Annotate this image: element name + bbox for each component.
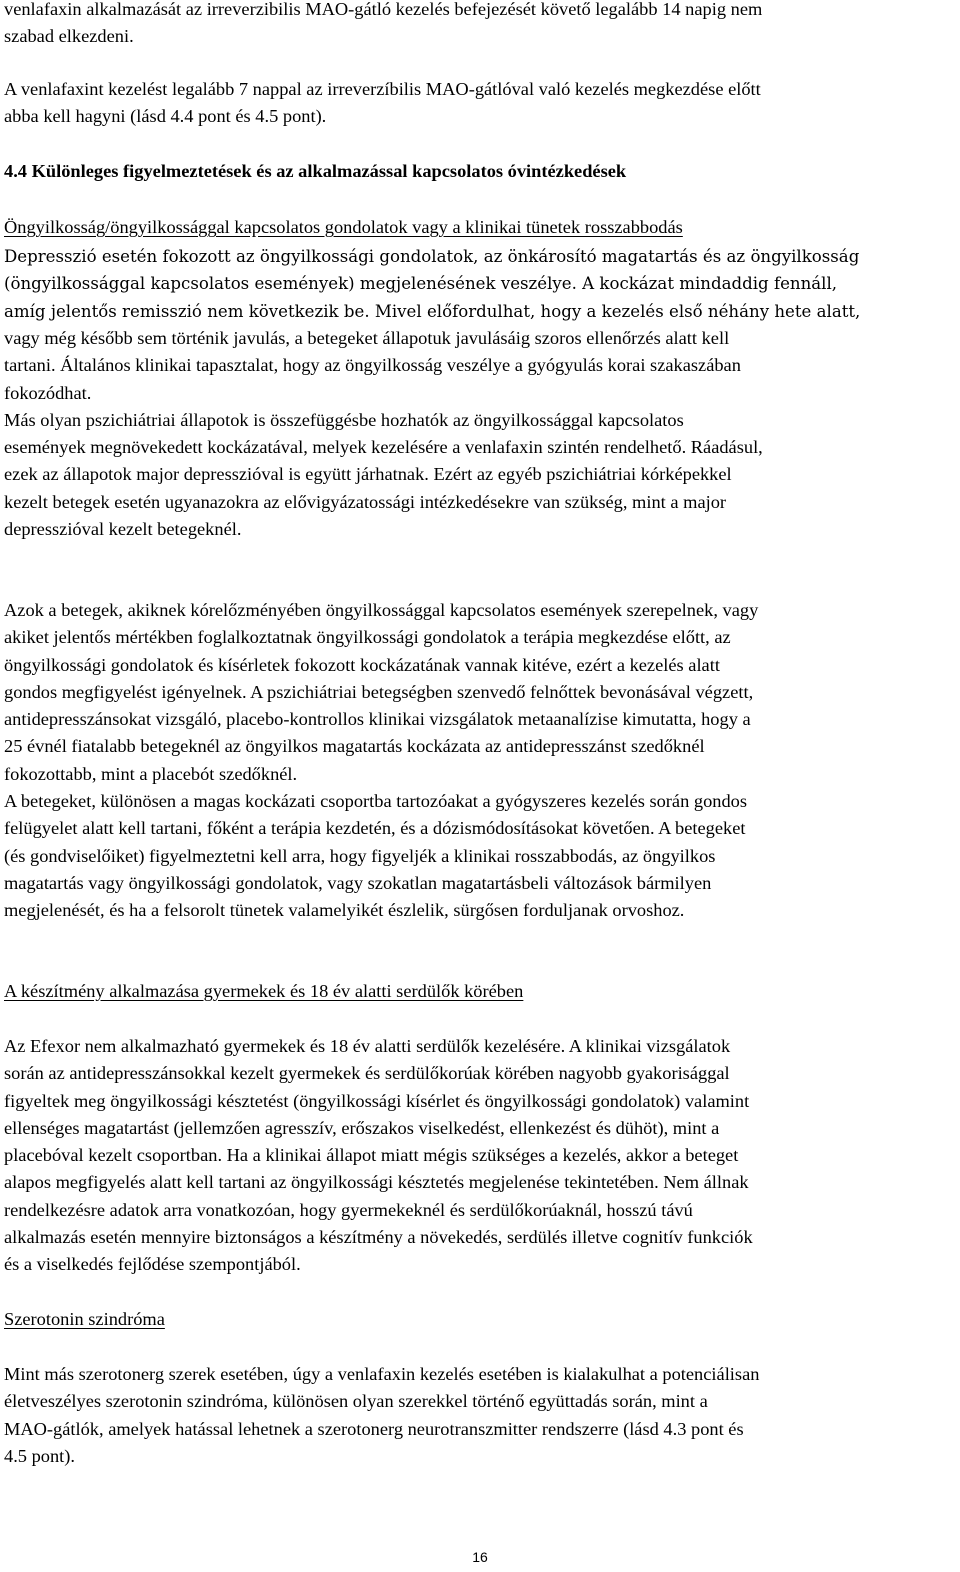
text-line: Más olyan pszichiátriai állapotok is összefüggésbe hozhatók az öngyilkossággal kapcsolatos [4, 409, 684, 430]
text-line: alapos megfigyelés alatt kell tartani az öngyilkossági késztetés megjelenése tekintetében. Nem állnak [4, 1172, 749, 1193]
paragraph-mao-continuation [4, 0, 956, 51]
text-line: magatartás vagy öngyilkossági gondolatok, vagy szokatlan magatartásbeli változások bármilyen [4, 872, 712, 893]
text-line: MAO-gátlók, amelyek hatással lehetnek a szerotonerg neurotranszmitter rendszerre (lásd 4.3 pont és [4, 1418, 744, 1439]
paragraph-depression [4, 243, 956, 325]
subheading-text: Szerotonin szindróma [4, 1309, 165, 1329]
text-line: megjelenését, és ha a felsorolt tünetek valamelyikét észlelik, sürgősen forduljanak orvoshoz. [4, 900, 685, 921]
text-line: Az Efexor nem alkalmazható gyermekek és 18 év alatti serdülők kezelésére. A klinikai vizsgálatok [4, 1036, 731, 1056]
text-line: venlafaxin alkalmazását az irreverzibilis MAO-gátló kezelés befejezését követő legalább 14 napig nem [4, 0, 763, 19]
text-line: események megnövekedett kockázatával, melyek kezelésére a venlafaxin szintén rendelhető. Ráadásul, [4, 437, 763, 458]
text-line: 25 évnél fiatalabb betegeknél az öngyilkos magatartás kockázata az antidepresszánst szedőknél [4, 736, 705, 757]
section-heading-4-4 [4, 158, 956, 185]
text-line: alkalmazás esetén mennyire biztonságos a készítmény a növekedés, serdülés illetve cognitív funkciók [4, 1227, 753, 1248]
text-line: és a viselkedés fejlődése szempontjából. [4, 1254, 301, 1275]
paragraph-serotonin [4, 1361, 956, 1470]
paragraph-mao-washout [4, 76, 956, 131]
text-line: fokozottabb, mint a placebót szedőknél. [4, 763, 298, 784]
section-heading-text: 4.4 Különleges figyelmeztetések és az alkalmazással kapcsolatos óvintézkedések [4, 161, 627, 181]
text-line: vagy még később sem történik javulás, a betegeket állapotuk javulásáig szoros ellenőrzés alatt kell [4, 328, 730, 348]
subheading-text: Öngyilkosság/öngyilkossággal kapcsolatos gondolatok vagy a klinikai tünetek rosszabbodás [4, 217, 683, 237]
text-line: figyeltek meg öngyilkossági késztetést (öngyilkossági kísérlet és öngyilkossági gondolatok) valamint [4, 1090, 750, 1111]
text-line: öngyilkossági gondolatok és kísérletek fokozott kockázatának vannak kitéve, ezért a kezelés alatt [4, 654, 720, 675]
paragraph-depression-cont [4, 325, 956, 543]
text-line: tartani. Általános klinikai tapasztalat, hogy az öngyilkosság veszélye a gyógyulás korai szakaszában [4, 355, 741, 376]
text-line: Azok a betegek, akiknek kórelőzményében öngyilkossággal kapcsolatos események szerepelnek, vagy [4, 600, 759, 620]
subheading-serotonin [4, 1306, 956, 1333]
text-line: placebóval kezelt csoportban. Ha a klinikai állapot miatt mégis szükséges a kezelés, akkor a beteget [4, 1145, 739, 1166]
subheading-text: A készítmény alkalmazása gyermekek és 18 év alatti serdülők körében [4, 981, 524, 1001]
text-line: felügyelet alatt kell tartani, főként a terápia kezdetén, és a dózismódosításokat követően. A betegeket [4, 818, 746, 839]
text-line: során az antidepresszánsokkal kezelt gyermekek és serdülőkorúak körében nagyobb gyakorisággal [4, 1063, 730, 1084]
paragraph-children [4, 1033, 956, 1279]
text-line: életveszélyes szerotonin szindróma, különösen olyan szerekkel történő együttadás során, mint a [4, 1391, 708, 1412]
text-line: abba kell hagyni (lásd 4.4 pont és 4.5 pont). [4, 106, 327, 127]
text-line: A venlafaxint kezelést legalább 7 nappal az irreverzíbilis MAO-gátlóval való kezelés megkezdése előtt [4, 79, 761, 99]
text-line: ezek az állapotok major depresszióval is együtt járhatnak. Ezért az egyéb pszichiátriai kórképekkel [4, 464, 732, 485]
text-line: 4.5 pont). [4, 1445, 76, 1466]
text-line: A betegeket, különösen a magas kockázati csoportba tartozóakat a gyógyszeres kezelés során gondos [4, 791, 748, 812]
text-line: antidepresszánsokat vizsgáló, placebo-kontrollos klinikai vizsgálatok metaanalízise kimutatta, hogy a [4, 709, 751, 730]
text-line: Depresszió esetén fokozott az öngyilkossági gondolatok, az önkárosító magatartás és az öngyilkosság [4, 247, 860, 266]
text-line: rendelkezésre adatok arra vonatkozóan, hogy gyermekeknél és serdülőkorúaknál, hosszú távú [4, 1199, 693, 1220]
text-line: akiket jelentős mértékben foglalkoztatnak öngyilkossági gondolatok a terápia megkezdése előtt, az [4, 627, 731, 648]
text-line: ellenséges magatartást (jellemzően agresszív, erőszakos viselkedést, ellenkezést és dühöt), mint a [4, 1117, 720, 1138]
paragraph-history [4, 597, 956, 925]
page-number: 16 [472, 1549, 488, 1565]
text-line: depresszióval kezelt betegeknél. [4, 519, 242, 540]
text-line: amíg jelentős remisszió nem következik be. Mivel előfordulhat, hogy a kezelés első néhány hete alatt, [4, 301, 861, 321]
text-line: (öngyilkossággal kapcsolatos események) megjelenésének veszélye. A kockázat mindaddig fennáll, [4, 274, 838, 294]
subheading-suicide [4, 214, 956, 241]
text-line: gondos megfigyelést igényelnek. A pszichiátriai betegségben szenvedő felnőttek bevonásával végzett, [4, 681, 754, 702]
text-line: (és gondviselőiket) figyelmeztetni kell arra, hogy figyeljék a klinikai rosszabbodás, az öngyilkos [4, 845, 716, 866]
text-line: Mint más szerotonerg szerek esetében, úgy a venlafaxin kezelés esetében is kialakulhat a potenciálisan [4, 1364, 760, 1384]
text-line: szabad elkezdeni. [4, 26, 134, 47]
text-line: kezelt betegek esetén ugyanazokra az elővigyázatossági intézkedésekre van szükség, mint a major [4, 491, 727, 512]
text-line: fokozódhat. [4, 382, 92, 403]
subheading-children [4, 978, 956, 1005]
